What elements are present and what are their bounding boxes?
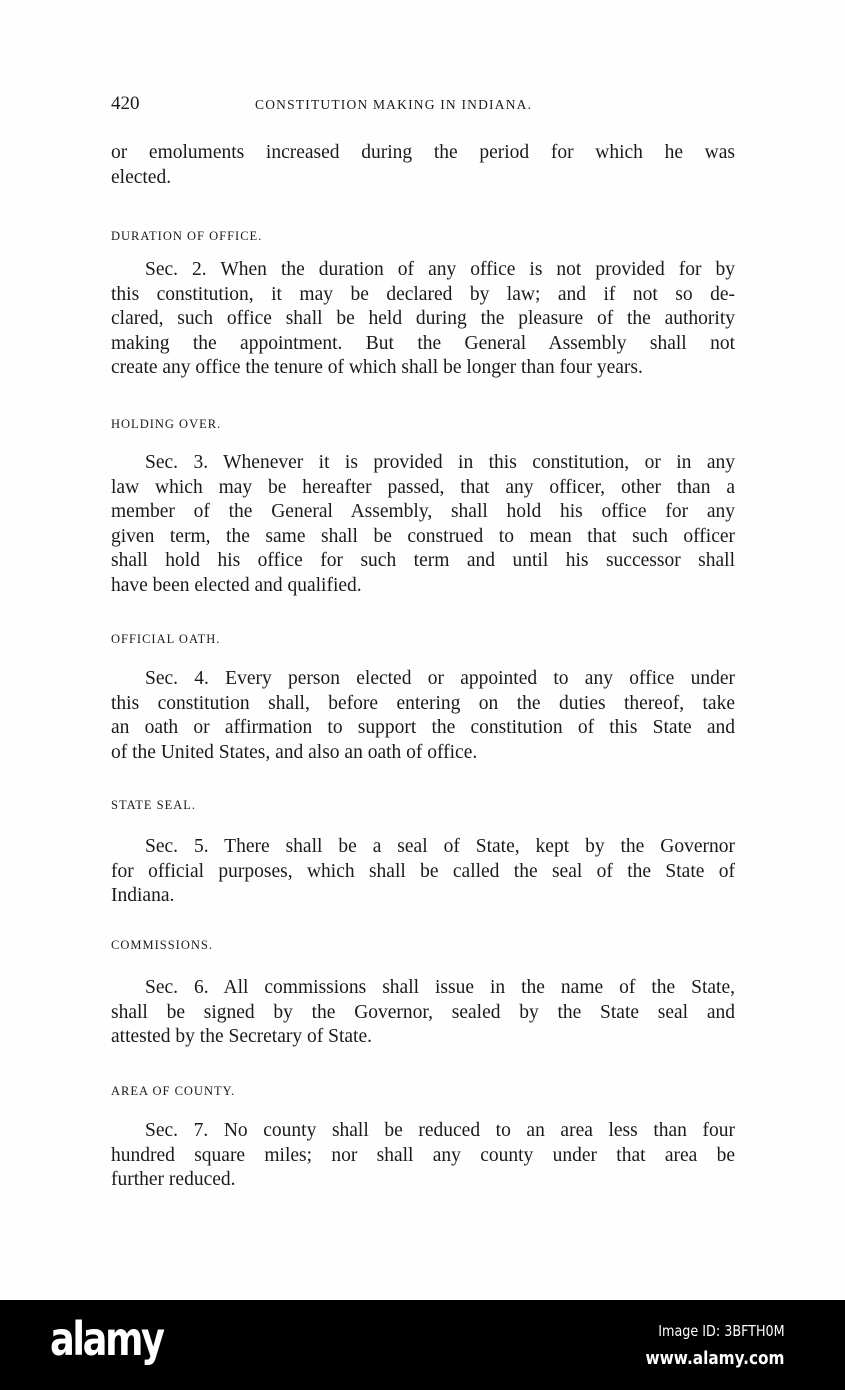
paragraph-line: for official purposes, which shall be called the seal of the State of — [111, 860, 735, 882]
paragraph-line: have been elected and qualified. — [111, 575, 362, 596]
paragraph-line: elected. — [111, 167, 172, 188]
paragraph-line: Sec. 7. No county shall be reduced to an area less than four — [145, 1120, 735, 1141]
paragraph-line: hundred square miles; nor shall any county under that area be — [111, 1144, 735, 1166]
paragraph-line: shall be signed by the Governor, sealed by the State seal and — [111, 1001, 735, 1023]
page-number: 420 — [111, 93, 140, 114]
watermark-bar — [0, 1300, 845, 1390]
section-heading: AREA OF COUNTY. — [111, 1084, 236, 1098]
paragraph-line: clared, such office shall be held during the pleasure of the authority — [111, 308, 735, 330]
section-heading: STATE SEAL. — [111, 798, 196, 812]
section-heading: OFFICIAL OATH. — [111, 632, 221, 646]
paragraph-line: Sec. 3. Whenever it is provided in this constitution, or in any — [145, 452, 735, 473]
section-heading: DURATION OF OFFICE. — [111, 229, 263, 243]
paragraph-line: create any office the tenure of which shall be longer than four years. — [111, 357, 643, 379]
paragraph-line: shall hold his office for such term and until his successor shall — [111, 550, 735, 572]
paragraph-line: given term, the same shall be construed to mean that such officer — [111, 525, 735, 547]
paragraph-line: attested by the Secretary of State. — [111, 1026, 372, 1048]
paragraph-line: member of the General Assembly, shall hold his office for any — [111, 501, 735, 523]
site-url: www.alamy.com — [646, 1348, 785, 1369]
paragraph-line: Indiana. — [111, 885, 175, 907]
paragraph-line: this constitution, it may be declared by law; and if not so de- — [111, 283, 735, 305]
paragraph-line: further reduced. — [111, 1169, 236, 1191]
image-id: Image ID: 3BFTH0M — [658, 1322, 785, 1340]
paragraph-line: making the appointment. But the General Assembly shall not — [111, 332, 735, 354]
paragraph-line: an oath or affirmation to support the constitution of this State and — [111, 717, 735, 739]
section-heading: COMMISSIONS. — [111, 938, 213, 952]
paragraph-line: law which may be hereafter passed, that any officer, other than a — [111, 476, 735, 498]
paragraph-line: Sec. 5. There shall be a seal of State, kept by the Governor — [145, 836, 735, 857]
paragraph-line: of the United States, and also an oath of office. — [111, 741, 478, 763]
alamy-logo: alamy — [50, 1312, 163, 1366]
section-heading: HOLDING OVER. — [111, 417, 222, 431]
paragraph-line: Sec. 6. All commissions shall issue in the name of the State, — [145, 977, 735, 998]
paragraph-line: or emoluments increased during the period for which he was — [111, 142, 735, 163]
running-title: CONSTITUTION MAKING IN INDIANA. — [255, 97, 533, 112]
paragraph-line: Sec. 4. Every person elected or appointed to any office under — [145, 668, 735, 689]
paragraph-line: Sec. 2. When the duration of any office is not provided for by — [145, 259, 735, 280]
paragraph-line: this constitution shall, before entering on the duties thereof, take — [111, 692, 735, 714]
